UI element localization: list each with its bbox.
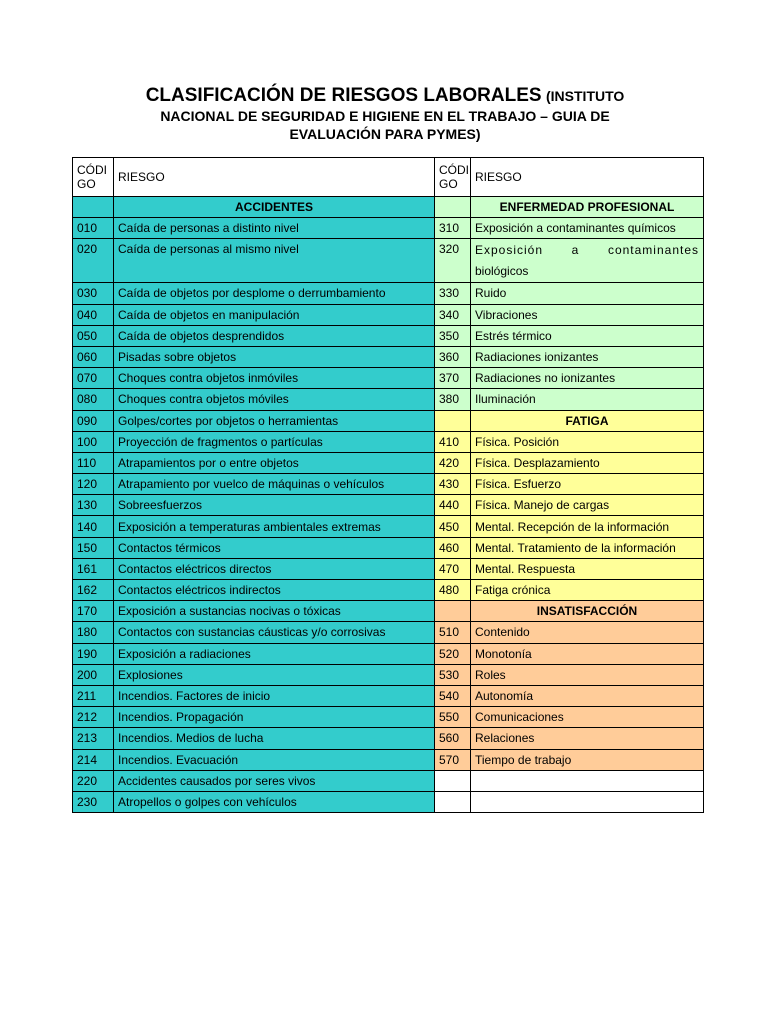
title-paren: (INSTITUTO [546,88,625,104]
table-row [73,474,704,495]
risk-cell: Contactos eléctricos indirectos [114,580,435,601]
code-cell: 020 [73,239,114,283]
table-row [73,664,704,685]
risk-cell: Exposición a sustancias nocivas o tóxicas [114,601,435,622]
risk-cell: Ruido [471,283,704,304]
risk-cell: Contenido [471,622,704,643]
table-row [73,346,704,367]
code-cell: 220 [73,770,114,791]
risk-cell: Contactos eléctricos directos [114,558,435,579]
code-cell: 470 [435,558,471,579]
title-line-3: EVALUACIÓN PARA PYMES) [289,126,481,142]
header-risk-left: RIESGO [114,158,435,197]
code-cell: 200 [73,664,114,685]
title-main: CLASIFICACIÓN DE RIESGOS LABORALES [145,85,542,106]
code-cell: 212 [73,707,114,728]
risk-cell: Caída de objetos por desplome o derrumbamiento [114,283,435,304]
risk-cell: Atropellos o golpes con vehículos [114,791,435,812]
code-cell: 180 [73,622,114,643]
risk-table [72,157,704,813]
risk-cell: Explosiones [114,664,435,685]
risk-cell: Mental. Tratamiento de la información [471,537,704,558]
table-row [73,431,704,452]
category-code-cell [435,197,471,218]
risk-cell: Caída de objetos en manipulación [114,304,435,325]
table-row [73,707,704,728]
code-cell: 214 [73,749,114,770]
code-cell: 480 [435,580,471,601]
code-cell: 030 [73,283,114,304]
table-row [73,516,704,537]
table-row [73,218,704,239]
code-cell: 140 [73,516,114,537]
code-cell: 360 [435,346,471,367]
table-row [73,728,704,749]
risk-cell: Física. Desplazamiento [471,452,704,473]
table-header-row [73,158,704,197]
risk-cell: Golpes/cortes por objetos o herramientas [114,410,435,431]
risk-cell: Comunicaciones [471,707,704,728]
code-cell: 190 [73,643,114,664]
risk-cell: Pisadas sobre objetos [114,346,435,367]
category-code-cell [435,601,471,622]
code-cell: 170 [73,601,114,622]
risk-cell: Roles [471,664,704,685]
header-code-left: CÓDI GO [73,158,114,197]
code-cell: 050 [73,325,114,346]
code-cell: 060 [73,346,114,367]
code-cell: 370 [435,368,471,389]
code-cell: 162 [73,580,114,601]
table-row [73,791,704,812]
category-row [73,197,704,218]
risk-cell: Atrapamientos por o entre objetos [114,452,435,473]
risk-cell: Física. Esfuerzo [471,474,704,495]
risk-cell: Exposición a contaminantes químicos [471,218,704,239]
risk-cell: Incendios. Medios de lucha [114,728,435,749]
risk-cell: Autonomía [471,685,704,706]
risk-cell: Estrés térmico [471,325,704,346]
code-cell: 550 [435,707,471,728]
code-cell: 090 [73,410,114,431]
category-enfermedad: ENFERMEDAD PROFESIONAL [471,197,704,218]
table-row [73,368,704,389]
code-cell: 450 [435,516,471,537]
risk-cell: Incendios. Propagación [114,707,435,728]
code-cell: 010 [73,218,114,239]
table-row [73,770,704,791]
code-cell: 410 [435,431,471,452]
risk-cell: Física. Manejo de cargas [471,495,704,516]
code-cell: 040 [73,304,114,325]
risk-cell: Relaciones [471,728,704,749]
risk-cell: Incendios. Factores de inicio [114,685,435,706]
risk-cell: Tiempo de trabajo [471,749,704,770]
category-insatisfaccion: INSATISFACCIÓN [471,601,704,622]
risk-cell: Iluminación [471,389,704,410]
table-row [73,325,704,346]
code-cell: 540 [435,685,471,706]
risk-cell: Exposición a temperaturas ambientales extremas [114,516,435,537]
table-row [73,239,704,283]
risk-cell: Radiaciones ionizantes [471,346,704,367]
code-cell: 310 [435,218,471,239]
code-cell: 330 [435,283,471,304]
table-row [73,558,704,579]
table-row [73,495,704,516]
document-title [90,86,680,143]
code-cell: 070 [73,368,114,389]
table-row [73,580,704,601]
risk-cell: Exposición a contaminantes biológicos [471,239,704,283]
header-risk-right: RIESGO [471,158,704,197]
risk-cell: Proyección de fragmentos o partículas [114,431,435,452]
table-row [73,685,704,706]
empty-cell [435,770,471,791]
table-row [73,410,704,431]
risk-cell: Caída de personas a distinto nivel [114,218,435,239]
table-row [73,537,704,558]
code-cell: 230 [73,791,114,812]
risk-cell: Fatiga crónica [471,580,704,601]
table-row [73,601,704,622]
code-cell: 570 [435,749,471,770]
table-row [73,643,704,664]
risk-cell: Contactos térmicos [114,537,435,558]
risk-cell: Vibraciones [471,304,704,325]
category-fatiga: FATIGA [471,410,704,431]
table-row [73,283,704,304]
risk-cell: Choques contra objetos inmóviles [114,368,435,389]
code-cell: 530 [435,664,471,685]
risk-cell: Física. Posición [471,431,704,452]
table-row [73,389,704,410]
category-code-cell [435,410,471,431]
code-cell: 110 [73,452,114,473]
code-cell: 460 [435,537,471,558]
risk-cell: Contactos con sustancias cáusticas y/o corrosivas [114,622,435,643]
risk-cell: Mental. Recepción de la información [471,516,704,537]
code-cell: 161 [73,558,114,579]
risk-cell: Sobreesfuerzos [114,495,435,516]
code-cell: 080 [73,389,114,410]
code-cell: 560 [435,728,471,749]
risk-cell: Exposición a radiaciones [114,643,435,664]
code-cell: 340 [435,304,471,325]
risk-cell: Caída de personas al mismo nivel [114,239,435,283]
code-cell: 440 [435,495,471,516]
risk-cell: Mental. Respuesta [471,558,704,579]
code-cell: 320 [435,239,471,283]
code-cell: 213 [73,728,114,749]
code-cell: 120 [73,474,114,495]
risk-cell: Choques contra objetos móviles [114,389,435,410]
code-cell: 420 [435,452,471,473]
code-cell: 350 [435,325,471,346]
header-code-right: CÓDI GO [435,158,471,197]
code-cell: 510 [435,622,471,643]
empty-cell [471,770,704,791]
category-accidentes: ACCIDENTES [114,197,435,218]
code-cell: 430 [435,474,471,495]
risk-cell: Caída de objetos desprendidos [114,325,435,346]
empty-cell [435,791,471,812]
table-row [73,749,704,770]
code-cell: 100 [73,431,114,452]
code-cell: 211 [73,685,114,706]
risk-cell: Atrapamiento por vuelco de máquinas o vehículos [114,474,435,495]
code-cell: 150 [73,537,114,558]
table-row [73,452,704,473]
code-cell: 130 [73,495,114,516]
risk-cell: Accidentes causados por seres vivos [114,770,435,791]
table-row [73,622,704,643]
risk-cell: Incendios. Evacuación [114,749,435,770]
risk-cell: Radiaciones no ionizantes [471,368,704,389]
title-line-2: NACIONAL DE SEGURIDAD E HIGIENE EN EL TRABAJO – GUIA DE [160,108,610,124]
code-cell: 520 [435,643,471,664]
category-code-cell [73,197,114,218]
table-row [73,304,704,325]
empty-cell [471,791,704,812]
risk-cell: Monotonía [471,643,704,664]
code-cell: 380 [435,389,471,410]
